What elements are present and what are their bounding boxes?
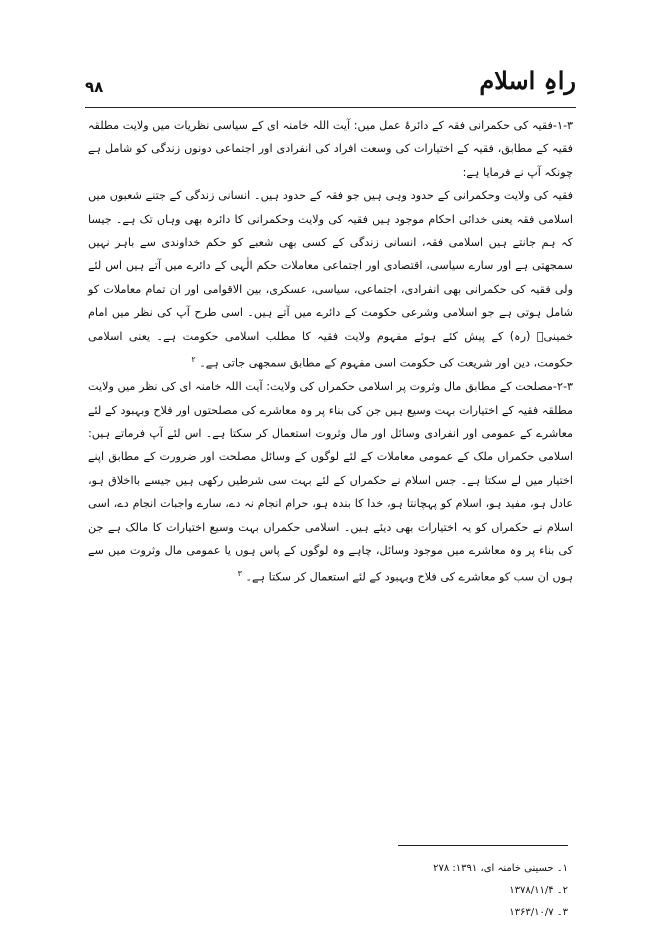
running-title: راہِ اسلام xyxy=(479,66,576,95)
footnote-mark: ۲ xyxy=(191,355,196,365)
page-number: ۹۸ xyxy=(85,78,104,96)
header-rule xyxy=(85,107,576,108)
footnote-item: ۱۔ حسینی خامنہ ای، ۱۳۹۱: ۲۷۸ xyxy=(433,863,568,874)
footnote-mark: ۳ xyxy=(237,569,242,579)
footnote-rule xyxy=(398,845,568,846)
footnote-item: ۳۔ ۱۳۶۳/۱۰/۷ xyxy=(509,907,568,918)
section-paragraph: ۲-۳-مصلحت کے مطابق مال وثروت پر اسلامی حکمراں کی ولایت: آیت اللہ خامنہ ای کی نظر میں ولایت مطلقہ فقیہ کے اختیارات بہت وسیع ہیں جن کی بناء پر وہ معاشرے کی مصلحتوں اور فلاح وبہبود کے لئے معاشرے کے عمومی اور انفرادی وسائل اور مال وثروت استعمال کر سکتا ہے۔ اس لئے آپ فرماتے ہیں: اسلامی حکمراں ملک کے عمومی معاملات کے لئے لوگوں کے وسائل مصلحت اور ضرورت کے مطابق اپنے اختیار میں لے سکتا ہے۔ جس اسلام نے حکمراں کے لئے بہت سی شرطیں رکھی ہیں جیسے بااخلاق ہو، عادل ہو، مفید ہو، اسلام کو پہچانتا ہو، خدا کا بندہ ہو، حرام انجام نہ دے، سارے واجبات انجام دے، اسی اسلام نے حکمراں کو یہ اختیارات بھی دیئے ہیں۔ اسلامی حکمراں بہت وسیع اختیارات کا مالک ہے جن کی بناء پر وہ معاشرے میں موجود وسائل، چاہے وہ لوگوں کے پاس ہوں یا عمومی مال وثروت میں سے ہوں ان سب کو معاشرے کی فلاح وبہبود کے لئے استعمال کر سکتا ہے۔ $^۳$ xyxy=(88,380,573,585)
body-paragraph: فقیہ کی ولایت وحکمرانی کے حدود وہی ہیں جو فقہ کے حدود ہیں۔ انسانی زندگی کے جتنے شعبوں میں اسلامی فقہ یعنی خدائی احکام موجود ہیں فقیہ کی ولایت وحکمرانی کا دائرہ بھی وہاں تک ہے۔ جیسا کہ ہم جانتے ہیں اسلامی فقہ، انسانی زندگی کے کسی بھی شعبے کو حکم خداوندی سے باہر نہیں سمجھتی ہے اور سارے سیاسی، اقتصادی اور اجتماعی معاملات حکم الٰہی کے دائرے میں آتے ہیں اس لئے ولی فقیہ کی حکمرانی بھی انفرادی، اجتماعی، سیاسی، عسکری، بین الاقوامی اور ان تمام معاملات کو شامل ہوتی ہے جو اسلامی وشرعی حکومت کے دائرے میں آتے ہیں۔ اسی طرح آپ کی نظر میں امام خمینیؒ (رہ) کے پیش کئے ہوئے مفہوم ولایت فقیہ کا مطلب اسلامی حکومت ہے۔ یعنی اسلامی حکومت، دین اور شریعت کی حکومت اسی مفہوم کے مطابق سمجھی جاتی ہے۔ $^۲$ xyxy=(88,189,573,370)
section-heading-paragraph: ۱-۳-فقیہ کی حکمرانی فقہ کے دائرۂ عمل میں: آیت اللہ خامنہ ای کے سیاسی نظریات میں ولایت مطلقہ فقیہ کے مطابق، فقیہ کے اختیارات کی وسعت افراد کی انفرادی اور اجتماعی دونوں زندگی کو شامل ہے چونکہ آپ نے فرمایا ہے: xyxy=(88,119,573,179)
footnotes xyxy=(433,858,568,924)
footnote-item: ۲۔ ۱۳۷۸/۱۱/۴ xyxy=(509,885,568,896)
page-header xyxy=(85,66,576,106)
body-text xyxy=(88,114,573,590)
